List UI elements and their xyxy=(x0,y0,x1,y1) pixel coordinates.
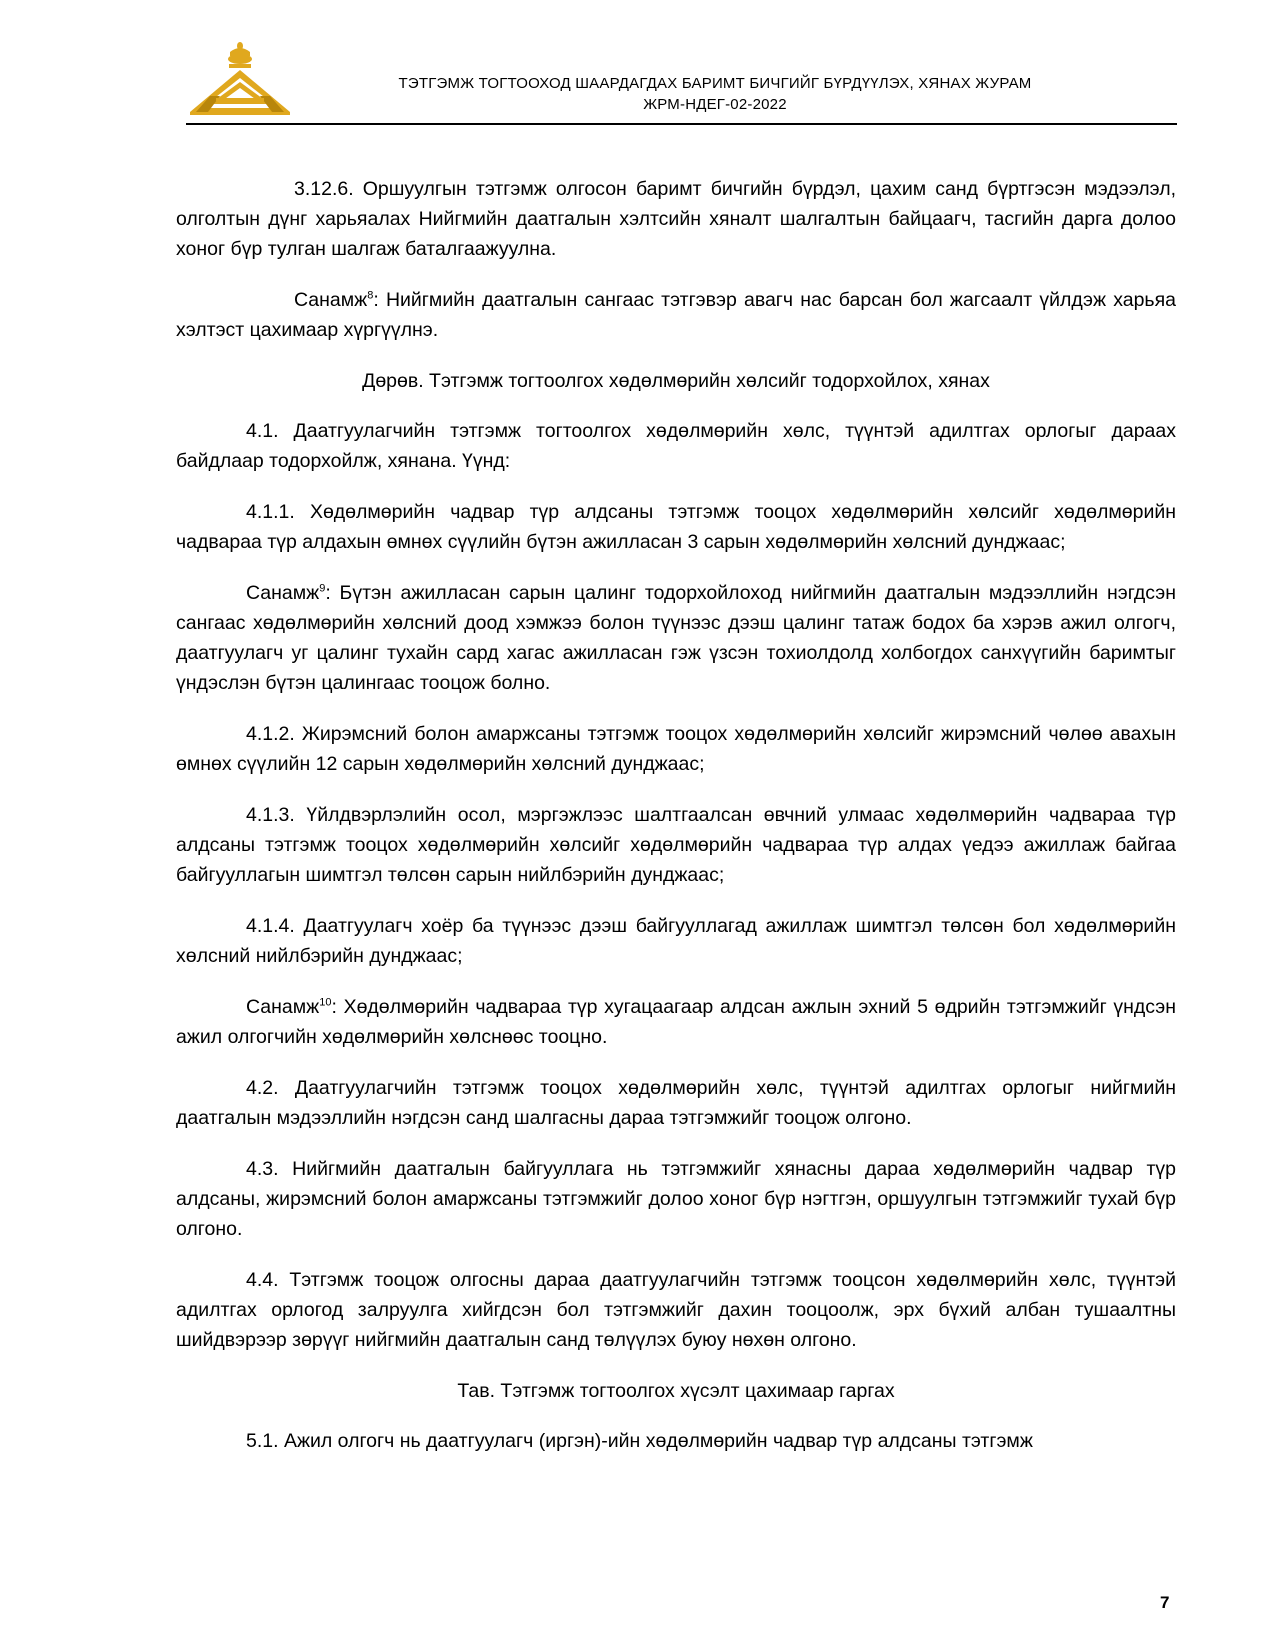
note-9 xyxy=(176,578,1176,698)
header-title: ТЭТГЭМЖ ТОГТООХОД ШААРДАГДАХ БАРИМТ БИЧГИЙГ БҮРДҮҮЛЭХ, ХЯНАХ ЖУРАМ xyxy=(398,75,1032,92)
footnote-ref-9: 9 xyxy=(319,582,326,595)
note-8 xyxy=(176,285,1176,345)
note-9-label: Санамж xyxy=(246,582,320,604)
header-document-code: ЖРМ-НДЕГ-02-2022 xyxy=(643,96,787,113)
section-5-heading: Тав. Тэтгэмж тогтоолгох хүсэлт цахимаар гаргах xyxy=(457,1380,895,1402)
paragraph-4-1-4: 4.1.4. Даатгуулагч хоёр ба түүнээс дээш байгууллагад ажиллаж шимтгэл төлсөн бол хөдөлмөрийн хөлсний нийлбэрийн дунджаас; xyxy=(176,915,1176,967)
note-8-label: Санамж xyxy=(294,289,368,311)
document-header xyxy=(300,73,1130,115)
note-9-text: : Бүтэн ажилласан сарын цалинг тодорхойлоход нийгмийн даатгалын мэдээллийн нэгдсэн сангаас хөдөлмөрийн хөлсний доод хэмжээ болон түүнээс дээш цалинг татаж бодох ба хэрэв ажил олгогч, даатгуулагч уг цалинг тухайн сард хагас ажилласан гэж үзсэн тохиолдолд холбогдох санхүүгийн баримтыг үндэслэн бүтэн цалингаас тооцож болно. xyxy=(176,582,1176,694)
paragraph-4-1-1: 4.1.1. Хөдөлмөрийн чадвар түр алдсаны тэтгэмж тооцох хөдөлмөрийн хөлсийг хөдөлмөрийн чадвараа түр алдахын өмнөх сүүлийн бүтэн ажилласан 3 сарын хөдөлмөрийн хөлсний дунджаас; xyxy=(176,501,1176,553)
note-10 xyxy=(176,992,1176,1052)
note-10-text: : Хөдөлмөрийн чадвараа түр хугацаагаар алдсан ажлын эхний 5 өдрийн тэтгэмжийг үндсэн ажил олгогчийн хөдөлмөрийн хөлснөөс тооцно. xyxy=(176,996,1176,1048)
paragraph-5-1: 5.1. Ажил олгогч нь даатгуулагч (иргэн)-ийн хөдөлмөрийн чадвар түр алдсаны тэтгэмж xyxy=(246,1430,1033,1452)
paragraph-4-2: 4.2. Даатгуулагчийн тэтгэмж тооцох хөдөлмөрийн хөлс, түүнтэй адилтгах орлогыг нийгмийн даатгалын мэдээллийн нэгдсэн санд шалгасны дараа тэтгэмжийг тооцож олгоно. xyxy=(176,1077,1176,1129)
paragraph-3-12-6: 3.12.6. Оршуулгын тэтгэмж олгосон баримт бичгийн бүрдэл, цахим санд бүртгэсэн мэдээлэл, олголтын дүнг харьяалах Нийгмийн даатгалын хэлтсийн хяналт шалгалтын байцаагч, тасгийн дарга долоо хоног бүр тулган шалгаж баталгаажуулна. xyxy=(176,178,1176,260)
organization-logo-icon xyxy=(186,40,294,116)
section-4-heading: Дөрөв. Тэтгэмж тогтоолгох хөдөлмөрийн хөлсийг тодорхойлох, хянах xyxy=(362,370,990,392)
note-8-text: : Нийгмийн даатгалын сангаас тэтгэвэр авагч нас барсан бол жагсаалт үйлдэж харьяа хэлтэст цахимаар хүргүүлнэ. xyxy=(176,289,1176,341)
paragraph-4-1: 4.1. Даатгуулагчийн тэтгэмж тогтоолгох хөдөлмөрийн хөлс, түүнтэй адилтгах орлогыг дараах байдлаар тодорхойлж, хянана. Үүнд: xyxy=(176,420,1176,472)
paragraph-4-3: 4.3. Нийгмийн даатгалын байгууллага нь тэтгэмжийг хянасны дараа хөдөлмөрийн чадвар түр алдсаны, жирэмсний болон амаржсаны тэтгэмжийг долоо хоног бүр нэгтгэн, оршуулгын тэтгэмжийг тухай бүр олгоно. xyxy=(176,1158,1176,1240)
paragraph-4-4: 4.4. Тэтгэмж тооцож олгосны дараа даатгуулагчийн тэтгэмж тооцсон хөдөлмөрийн хөлс, түүнтэй адилтгах орлогод залруулга хийгдсэн бол тэтгэмжийг дахин тооцоолж, эрх бүхий албан тушаалтны шийдвэрээр зөрүүг нийгмийн даатгалын санд төлүүлэх буюу нөхөн олгоно. xyxy=(176,1269,1176,1351)
page-number: 7 xyxy=(1160,1593,1170,1612)
note-10-label: Санамж xyxy=(246,996,320,1018)
header-divider xyxy=(186,123,1177,125)
document-body xyxy=(176,174,1176,1477)
footnote-ref-10: 10 xyxy=(319,996,332,1009)
paragraph-4-1-2: 4.1.2. Жирэмсний болон амаржсаны тэтгэмж тооцох хөдөлмөрийн хөлсийг жирэмсний чөлөө авахын өмнөх сүүлийн 12 сарын хөдөлмөрийн хөлсний дунджаас; xyxy=(176,723,1176,775)
footnote-ref-8: 8 xyxy=(367,289,374,302)
paragraph-4-1-3: 4.1.3. Үйлдвэрлэлийн осол, мэргэжлээс шалтгаалсан өвчний улмаас хөдөлмөрийн чадвараа түр алдсаны тэтгэмж тооцох хөдөлмөрийн хөлсийг хөдөлмөрийн чадвараа түр алдах үедээ ажиллаж байгаа байгууллагын шимтгэл төлсөн сарын нийлбэрийн дунджаас; xyxy=(176,804,1176,886)
